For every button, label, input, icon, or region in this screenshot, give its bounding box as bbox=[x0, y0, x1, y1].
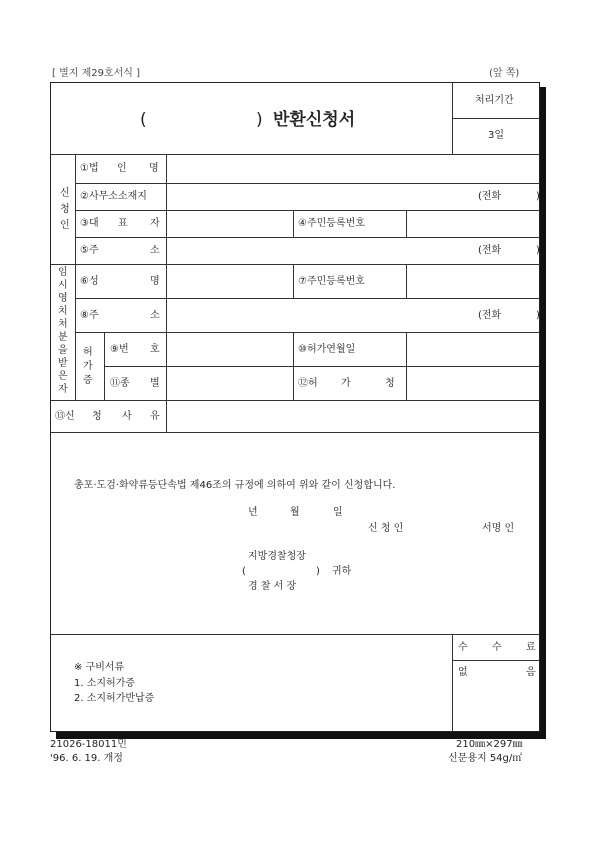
reason-label: 사 bbox=[122, 411, 132, 422]
reason-field[interactable] bbox=[168, 402, 538, 431]
corp-name-label: ①법 bbox=[80, 163, 99, 174]
recipient-group-char: 분 bbox=[58, 332, 68, 343]
recipient-agency-1: 지방경찰청장 bbox=[248, 551, 306, 562]
legal-statement: 총포·도검·화약류등단속법 제46조의 규정에 의하여 위와 같이 신청합니다. bbox=[74, 480, 396, 491]
applicant-group-char: 인 bbox=[60, 220, 70, 231]
recipient-name-field[interactable] bbox=[168, 266, 292, 297]
office-location-field[interactable] bbox=[168, 185, 468, 209]
permit-number-field[interactable] bbox=[168, 334, 292, 365]
permit-office-label: 청 bbox=[385, 378, 395, 389]
permit-date-field[interactable] bbox=[408, 334, 538, 365]
permit-office-label: 가 bbox=[341, 378, 351, 389]
applicant-address-label: ⑤주 bbox=[80, 245, 99, 256]
recipient-group-char: 시 bbox=[58, 280, 68, 291]
agency-paren-right: ) bbox=[316, 566, 320, 577]
recipient-name-label: ⑥성 bbox=[80, 276, 99, 287]
recipient-id-label: ⑦주민등록번호 bbox=[298, 276, 365, 287]
permit-group-char: 허 bbox=[83, 347, 93, 358]
title-paren-right: ) bbox=[256, 110, 263, 130]
date-year-label: 년 bbox=[248, 507, 258, 518]
recipient-phone-label: (전화 bbox=[478, 310, 502, 321]
recipient-phone-paren: ) bbox=[536, 310, 540, 321]
permit-office-field[interactable] bbox=[408, 368, 538, 399]
form-title: 반환신청서 bbox=[273, 110, 356, 130]
office-location-label: ②사무소소재지 bbox=[80, 191, 147, 202]
recipient-agency-2: 경 찰 서 장 bbox=[248, 581, 297, 592]
date-day-label: 일 bbox=[333, 507, 343, 518]
recipient-address-label: ⑧주 bbox=[80, 310, 99, 321]
recipient-name-label: 명 bbox=[150, 276, 160, 287]
recipient-group-char: 영 bbox=[58, 293, 68, 304]
representative-label: 표 bbox=[118, 218, 128, 229]
fee-label: 료 bbox=[526, 642, 536, 653]
applicant-phone-paren: ) bbox=[536, 245, 540, 256]
title-paren-left: ( bbox=[140, 110, 147, 130]
recipient-address-label: 소 bbox=[150, 310, 160, 321]
representative-label: 자 bbox=[150, 218, 160, 229]
paper-type: 신문용지 54g/㎡ bbox=[448, 753, 523, 764]
permit-kind-label: ⑪종 bbox=[110, 378, 130, 389]
corp-name-field[interactable] bbox=[168, 156, 538, 182]
permit-number-label: 호 bbox=[150, 344, 160, 355]
permit-group-char: 증 bbox=[83, 375, 93, 386]
form-number: [ 별지 제29호서식 ] bbox=[52, 68, 141, 79]
corp-name-label: 인 bbox=[117, 163, 127, 174]
fee-label: 수 bbox=[458, 642, 468, 653]
required-docs-title: ※ 구비서류 bbox=[74, 662, 125, 673]
addressee-suffix: 귀하 bbox=[332, 566, 352, 577]
reason-label: ⑬신 bbox=[55, 411, 75, 422]
permit-date-label: ⑩허가연월일 bbox=[298, 344, 356, 355]
recipient-id-field[interactable] bbox=[408, 266, 538, 297]
reason-label: 청 bbox=[92, 411, 102, 422]
processing-period-label: 처리기간 bbox=[475, 95, 514, 106]
recipient-group-char: 처 bbox=[58, 319, 68, 330]
fee-label: 수 bbox=[492, 642, 502, 653]
revision-date: '96. 6. 19. 개정 bbox=[50, 753, 123, 764]
required-doc-item: 2. 소지허가반납증 bbox=[74, 693, 155, 704]
office-phone-paren: ) bbox=[536, 191, 540, 202]
recipient-group-char: 자 bbox=[58, 384, 68, 395]
permit-office-label: ⑫허 bbox=[298, 378, 318, 389]
recipient-group-char: 임 bbox=[58, 267, 68, 278]
applicant-address-field[interactable] bbox=[168, 239, 468, 263]
permit-group-char: 가 bbox=[83, 361, 93, 372]
applicant-sign-label: 신 청 인 bbox=[368, 523, 404, 534]
applicant-address-label: 소 bbox=[150, 245, 160, 256]
required-doc-item: 1. 소지허가증 bbox=[74, 678, 136, 689]
corp-name-label: 명 bbox=[149, 163, 159, 174]
form-code: 21026-18011민 bbox=[50, 739, 127, 750]
applicant-group-char: 신 bbox=[60, 188, 70, 199]
applicant-name-field[interactable] bbox=[412, 518, 476, 536]
representative-id-label: ④주민등록번호 bbox=[298, 218, 365, 229]
agency-paren-left: ( bbox=[242, 566, 246, 577]
office-phone-label: (전화 bbox=[478, 191, 502, 202]
signature-label: 서명 인 bbox=[482, 523, 515, 534]
permit-kind-field[interactable] bbox=[168, 368, 292, 399]
recipient-group-char: 치 bbox=[58, 306, 68, 317]
recipient-group-char: 은 bbox=[58, 371, 68, 382]
applicant-group-char: 청 bbox=[60, 204, 70, 215]
recipient-group-char: 받 bbox=[58, 358, 68, 369]
date-month-label: 월 bbox=[290, 507, 300, 518]
representative-id-field[interactable] bbox=[408, 212, 538, 236]
recipient-group-char: 을 bbox=[58, 345, 68, 356]
page-side-label: (앞 쪽) bbox=[489, 68, 520, 79]
representative-field[interactable] bbox=[168, 212, 292, 236]
permit-number-label: ⑨번 bbox=[110, 344, 129, 355]
paper-size: 210㎜×297㎜ bbox=[456, 739, 523, 750]
processing-period-value: 3일 bbox=[488, 130, 505, 141]
recipient-address-field[interactable] bbox=[168, 300, 468, 331]
reason-label: 유 bbox=[150, 411, 160, 422]
representative-label: ③대 bbox=[80, 218, 99, 229]
permit-kind-label: 별 bbox=[150, 378, 160, 389]
fee-value: 없 bbox=[458, 667, 468, 678]
fee-value: 음 bbox=[526, 667, 536, 678]
agency-name-field[interactable] bbox=[252, 564, 314, 580]
applicant-phone-label: (전화 bbox=[478, 245, 502, 256]
